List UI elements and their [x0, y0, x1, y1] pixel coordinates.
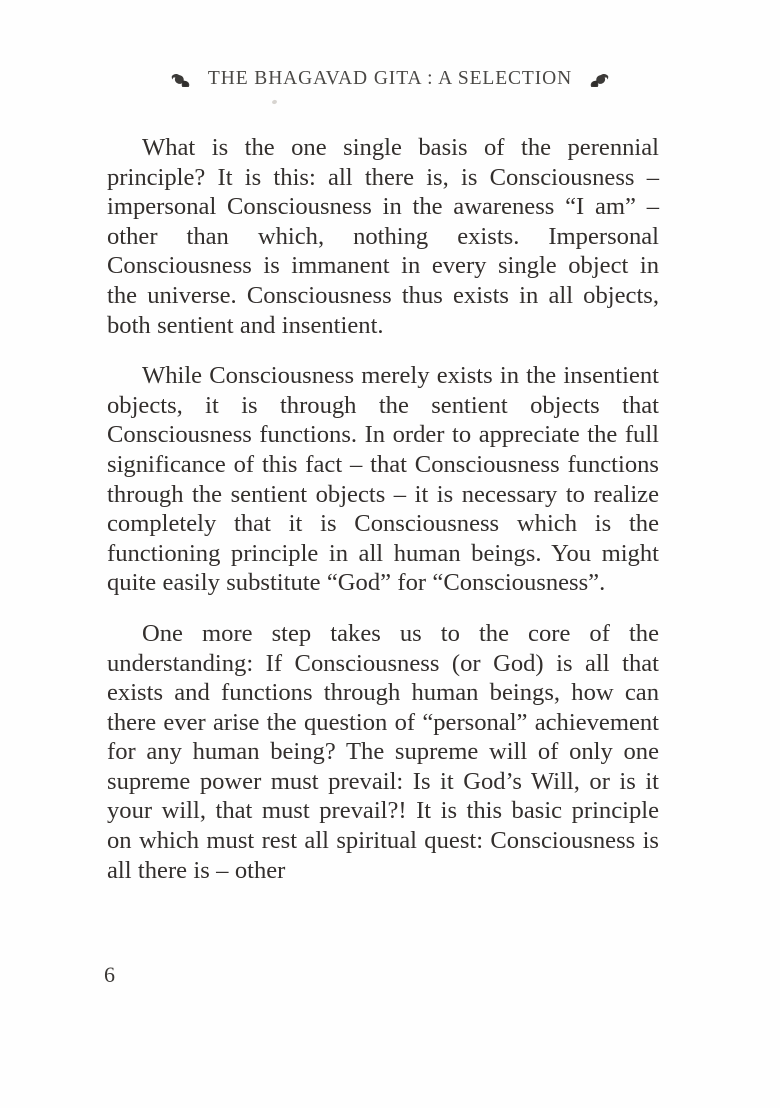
running-head — [0, 68, 780, 91]
leaf-swirl-ornament-icon — [583, 73, 609, 87]
running-head-inner — [171, 68, 609, 90]
page-title: THE BHAGAVAD GITA : A SELECTION — [207, 68, 573, 89]
leaf-swirl-ornament-icon — [171, 73, 197, 87]
paragraph: While Consciousness merely exists in the insentient objects, it is through the sentient objects that Consciousness functions. In order to appreciate the full significance of this fact – that Consciousness functions through the sentient objects – it is necessary to realize completely that it is Consciousness which is the functioning principle in all human beings. You might quite easily substitute “God” for “Consciousness”. — [107, 362, 659, 597]
paragraph: One more step takes us to the core of the understanding: If Consciousness (or God) is all that exists and functions through human beings, how can there ever arise the question of “personal” achievement for any human being? The supreme will of only one supreme power must prevail: Is it God’s Will, or is it your will, that must prevail?! It is this basic principle on which must rest all spiritual quest: Consciousness is all there is – other — [107, 619, 659, 884]
page-number: 6 — [104, 962, 115, 987]
paragraph: What is the one single basis of the perennial principle? It is this: all there is, is Consciousness – impersonal Consciousness in the awareness “I am” – other than which, nothing exists. Impersonal Consciousness is immanent in every single object in the universe. Consciousness thus exists in all objects, both sentient and insentient. — [107, 134, 659, 339]
body-text-column — [107, 133, 659, 885]
scan-speck — [271, 99, 277, 104]
